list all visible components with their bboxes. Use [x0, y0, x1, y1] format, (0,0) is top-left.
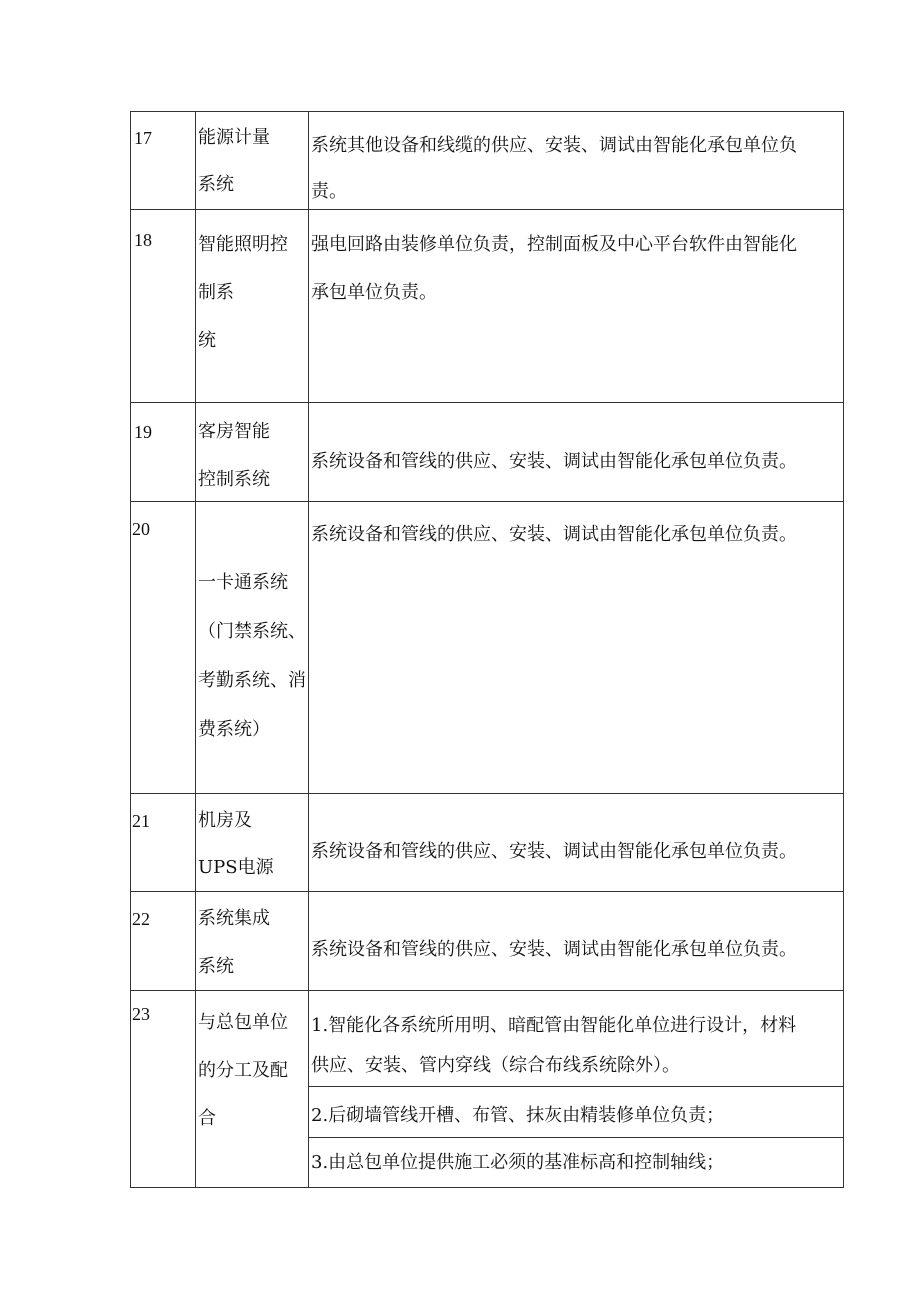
row-divider	[131, 209, 843, 210]
system-name-line: 费系统）	[198, 719, 270, 740]
system-name-line: 系统	[198, 174, 234, 195]
system-name-line: 统	[198, 330, 216, 351]
system-name-line: UPS电源	[198, 857, 274, 878]
system-name-line: 能源计量	[198, 127, 270, 148]
description-line: 1.智能化各系统所用明、暗配管由智能化单位进行设计，材料	[311, 1015, 797, 1036]
row-number: 19	[134, 422, 152, 442]
description-line: 系统设备和管线的供应、安装、调试由智能化承包单位负责。	[311, 524, 797, 545]
description-line: 承包单位负责。	[311, 282, 437, 303]
description-line: 2.后砌墙管线开槽、布管、抹灰由精装修单位负责；	[311, 1105, 725, 1126]
row-number: 23	[132, 1004, 150, 1024]
row-divider	[131, 501, 843, 502]
row-number: 22	[132, 909, 150, 929]
system-name-line: （门禁系统、	[198, 621, 306, 642]
row-divider	[131, 793, 843, 794]
row-number: 21	[132, 811, 150, 831]
description-line: 责。	[311, 181, 347, 202]
system-name-line: 智能照明控	[198, 234, 288, 255]
system-name-line: 系统	[198, 956, 234, 977]
system-name-line: 与总包单位	[198, 1012, 288, 1033]
row-number: 17	[134, 128, 152, 148]
description-line: 强电回路由装修单位负责，控制面板及中心平台软件由智能化	[311, 234, 797, 255]
row-divider	[131, 990, 843, 991]
description-line: 系统设备和管线的供应、安装、调试由智能化承包单位负责。	[311, 841, 797, 862]
system-name-line: 系统集成	[198, 908, 270, 929]
description-line: 3.由总包单位提供施工必须的基准标高和控制轴线；	[311, 1152, 725, 1173]
row-divider	[131, 402, 843, 403]
row-number: 18	[134, 230, 152, 250]
system-name-line: 合	[198, 1108, 216, 1129]
system-name-line: 机房及	[198, 810, 252, 831]
system-name-line: 制系	[198, 282, 234, 303]
row-number: 20	[132, 519, 150, 539]
column-divider	[195, 112, 196, 1187]
row-divider	[131, 891, 843, 892]
system-name-line: 客房智能	[198, 421, 270, 442]
column-divider	[308, 112, 309, 1187]
subrow-divider	[308, 1086, 843, 1087]
system-name-line: 的分工及配	[198, 1060, 288, 1081]
system-name-line: 控制系统	[198, 469, 270, 490]
system-name-line: 一卡通系统	[198, 572, 288, 593]
description-line: 系统其他设备和线缆的供应、安装、调试由智能化承包单位负	[311, 135, 797, 156]
responsibility-table	[130, 111, 844, 1188]
subrow-divider	[308, 1137, 843, 1138]
description-line: 系统设备和管线的供应、安装、调试由智能化承包单位负责。	[311, 939, 797, 960]
system-name-line: 考勤系统、消	[198, 670, 306, 691]
description-line: 系统设备和管线的供应、安装、调试由智能化承包单位负责。	[311, 451, 797, 472]
description-line: 供应、安装、管内穿线（综合布线系统除外）。	[311, 1055, 680, 1076]
